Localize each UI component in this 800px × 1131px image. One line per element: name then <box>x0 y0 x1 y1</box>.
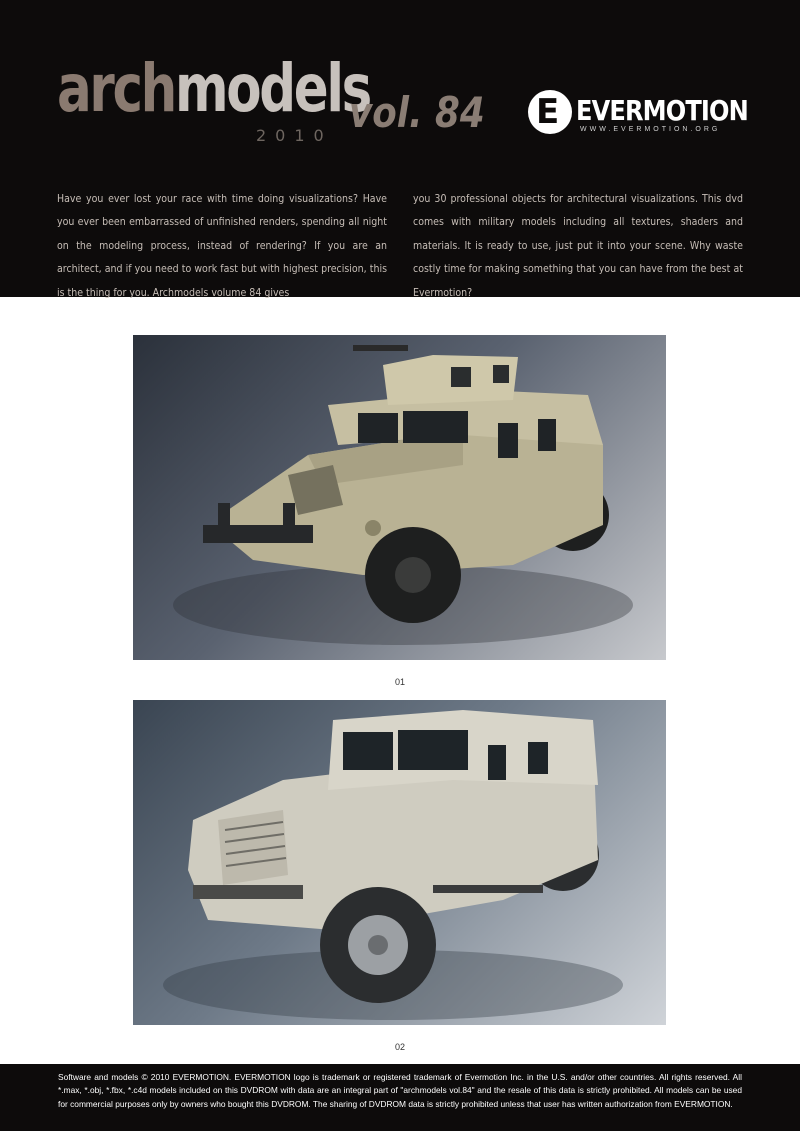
logo-letter: E <box>536 92 560 132</box>
evermotion-logo <box>528 90 748 138</box>
armored-vehicle-illustration <box>133 700 666 1025</box>
brand-models: models <box>174 50 370 127</box>
footer-legal <box>0 1064 800 1131</box>
logo-name: EVERMOTION <box>576 94 748 127</box>
intro-column-left: Have you ever lost your race with time doing visualizations? Have you ever been embarrassed of unfinished renders, spending all night on the modeling process, instead of rendering? If you are an architect, and if you need to work fast but with highest precision, this is the thing for you. Archmodels volume 84 gives <box>57 192 387 299</box>
brand-title <box>57 50 370 127</box>
image-caption-01: 01 <box>394 677 405 687</box>
header-banner <box>0 0 800 297</box>
image-caption-02: 02 <box>394 1042 405 1052</box>
logo-e-icon <box>528 90 572 134</box>
brand-year: 2010 <box>256 126 333 145</box>
vehicle-image-01 <box>133 335 666 660</box>
copyright-notice: Software and models © 2010 EVERMOTION. EVERMOTION logo is trademark or registered trademark of Evermotion Inc. in the U.S. and/or other countries. All rights reserved. All *.max, *.obj, *.fbx, *.c4d models included on this DVDROM with data are an integral part of "archmodels vol.84" and the resale of this data is strictly prohibited. All models can be used for commercial purposes only by owners who bought this DVDROM. The sharing of DVDROM data is strictly prohibited unless that user has written authorization from EVERMOTION. <box>58 1072 742 1109</box>
intro-column-right: you 30 professional objects for architectural visualizations. This dvd comes with military models including all textures, shaders and materials. It is ready to use, just put it into your scene. Why waste costly time for making something that you can have from the best at Evermotion? <box>413 192 743 299</box>
vehicle-image-02 <box>133 700 666 1025</box>
humvee-illustration <box>133 335 666 660</box>
volume-label: vol. 84 <box>349 88 485 137</box>
brand-arch: arch <box>57 50 175 127</box>
logo-url: WWW.EVERMOTION.ORG <box>580 126 721 133</box>
